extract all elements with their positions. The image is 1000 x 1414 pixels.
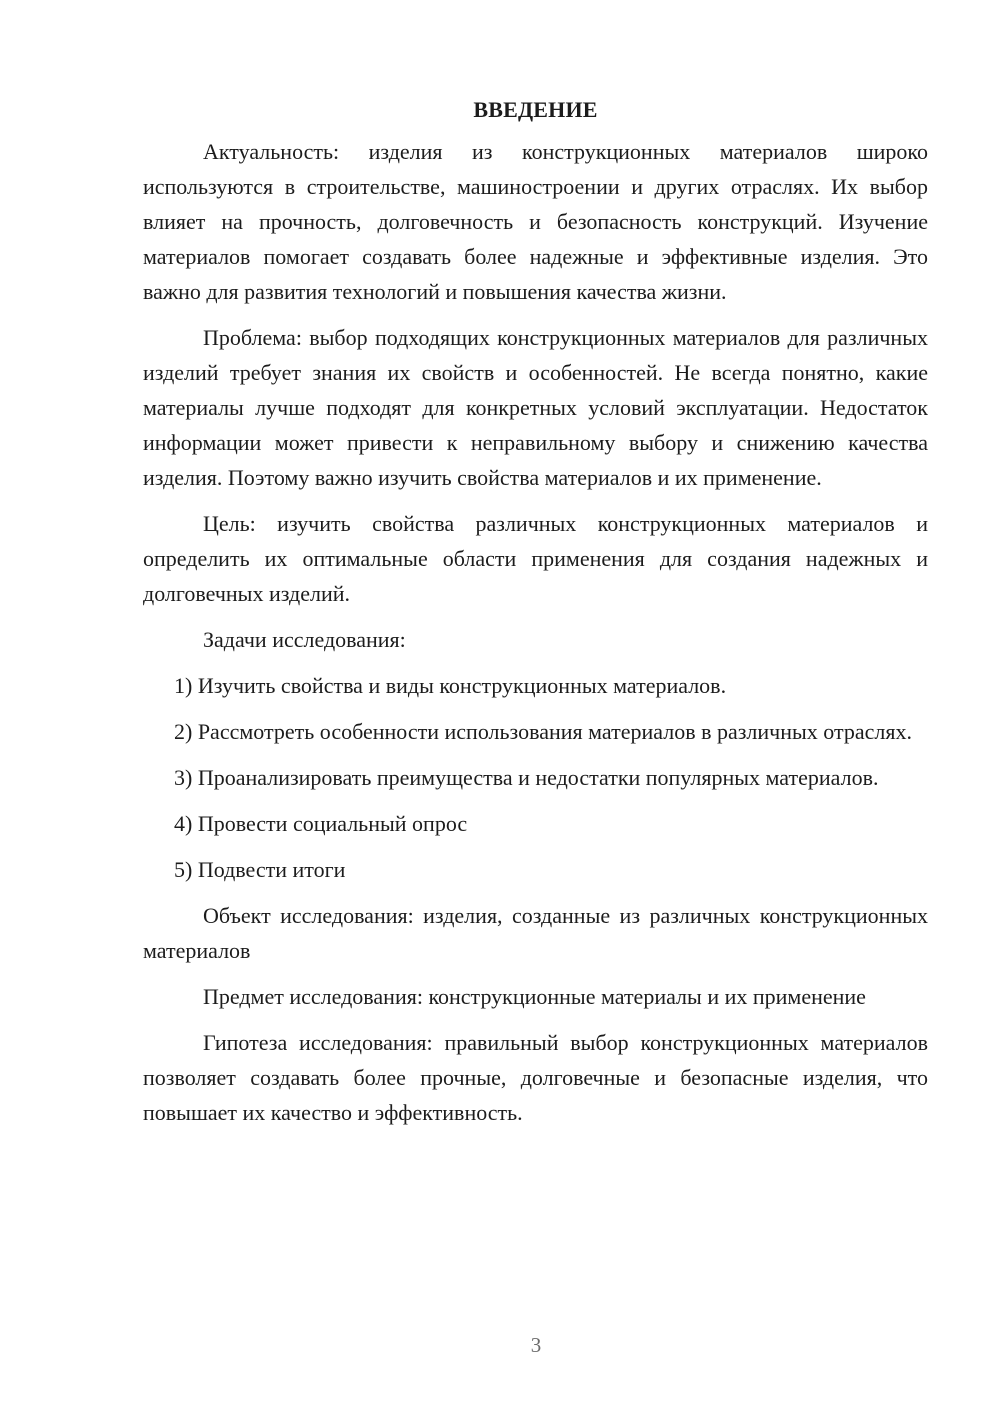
section-title: ВВЕДЕНИЕ — [473, 97, 598, 122]
tasks-heading: Задачи исследования: — [203, 627, 406, 652]
document-page — [143, 92, 928, 1141]
paragraph-subject: Предмет исследования: конструкционные материалы и их применение — [203, 984, 866, 1009]
paragraph-goal: Цель: изучить свойства различных конструкционных материалов и определить их оптимальные области применения для создания надежных и долговечных изделий. — [143, 511, 928, 606]
paragraph-relevance: Актуальность: изделия из конструкционных материалов широко используются в строительстве, машиностроении и других отраслях. Их выбор влияет на прочность, долговечность и безопасность конструкций. Изучение материалов помогает создавать более надежные и эффективные изделия. Это важно для развития технологий и повышения качества жизни. — [143, 139, 928, 304]
task-item: 5) Подвести итоги — [174, 857, 346, 882]
paragraph-hypothesis: Гипотеза исследования: правильный выбор конструкционных материалов позволяет создавать более прочные, долговечные и безопасные изделия, что повышает их качество и эффективность. — [143, 1030, 928, 1125]
task-item: 1) Изучить свойства и виды конструкционных материалов. — [174, 673, 727, 698]
task-item: 2) Рассмотреть особенности использования материалов в различных отраслях. — [174, 719, 913, 744]
paragraph-problem: Проблема: выбор подходящих конструкционных материалов для различных изделий требует знания их свойств и особенностей. Не всегда понятно, какие материалы лучше подходят для конкретных условий эксплуатации. Недостаток информации может привести к неправильному выбору и снижению качества изделия. Поэтому важно изучить свойства материалов и их применение. — [143, 325, 928, 490]
paragraph-object: Объект исследования: изделия, созданные из различных конструкционных материалов — [143, 903, 928, 963]
task-item: 3) Проанализировать преимущества и недостатки популярных материалов. — [174, 765, 879, 790]
page-number: 3 — [530, 1333, 542, 1357]
task-item: 4) Провести социальный опрос — [174, 811, 468, 836]
